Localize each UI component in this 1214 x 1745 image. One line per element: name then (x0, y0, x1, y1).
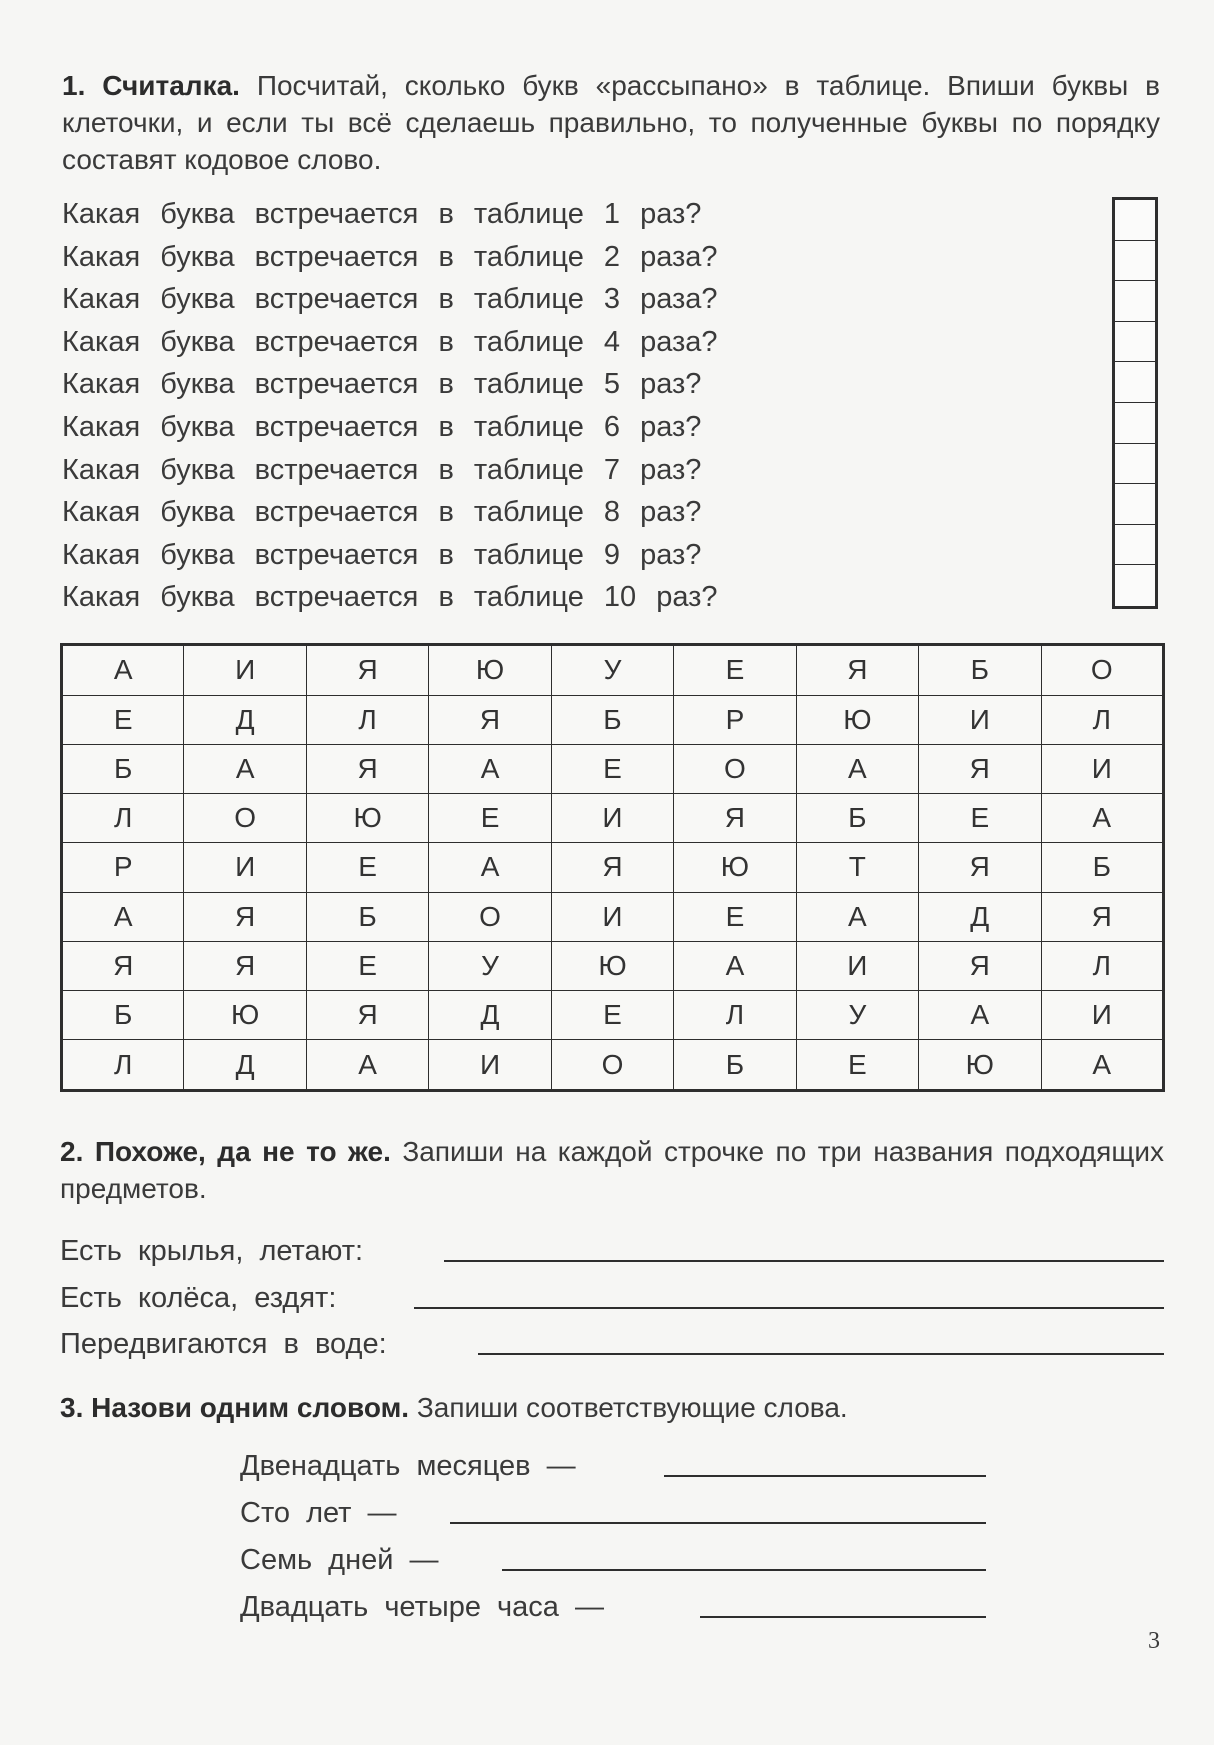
question-line: Какая буква встречается в таблице 9 раз? (62, 538, 702, 571)
grid-cell: И (551, 892, 673, 941)
grid-cell: А (674, 941, 796, 990)
task3-prompt-hours: Двадцать четыре часа — (240, 1591, 604, 1623)
grid-cell: Е (674, 645, 796, 696)
grid-cell: О (674, 744, 796, 793)
task2-text: Запиши на каждой строчке по три названия подходящих предметов. (60, 1136, 1165, 1204)
grid-cell: Д (184, 695, 306, 744)
grid-cell: Е (306, 941, 428, 990)
grid-cell: Р (674, 695, 796, 744)
grid-cell: Я (919, 843, 1041, 892)
task3-prompt-months: Двенадцать месяцев — (240, 1450, 576, 1482)
grid-cell: Я (306, 991, 428, 1040)
task2-answer-line-wheels[interactable] (414, 1307, 1164, 1309)
grid-cell: Ю (306, 794, 428, 843)
answer-cell[interactable] (1115, 525, 1155, 566)
grid-cell: И (551, 794, 673, 843)
grid-cell: Д (919, 892, 1041, 941)
grid-cell: А (62, 645, 184, 696)
grid-cell: О (184, 794, 306, 843)
task2-prompt-wheels: Есть колёса, ездят: (60, 1282, 337, 1314)
question-line: Какая буква встречается в таблице 3 раза? (62, 283, 718, 316)
grid-cell: Я (919, 941, 1041, 990)
answer-cell[interactable] (1115, 484, 1155, 525)
grid-cell: А (429, 744, 551, 793)
grid-cell: А (429, 843, 551, 892)
grid-row (62, 695, 1164, 744)
task3-answer-line-months[interactable] (664, 1475, 986, 1477)
grid-cell: Б (62, 991, 184, 1040)
grid-cell: И (429, 1040, 551, 1091)
grid-cell: Л (1041, 695, 1164, 744)
answer-cell[interactable] (1115, 444, 1155, 485)
grid-cell: О (551, 1040, 673, 1091)
answer-boxes[interactable] (1112, 197, 1158, 609)
task2-intro (60, 1133, 1164, 1207)
grid-cell: Е (674, 892, 796, 941)
grid-cell: И (796, 941, 918, 990)
grid-cell: Я (184, 892, 306, 941)
grid-cell: Ю (551, 941, 673, 990)
question-line: Какая буква встречается в таблице 8 раз? (62, 496, 702, 529)
question-line: Какая буква встречается в таблице 6 раз? (62, 411, 702, 443)
grid-row (62, 941, 1164, 990)
grid-cell: Б (919, 645, 1041, 696)
question-line: Какая буква встречается в таблице 2 раза? (62, 240, 718, 273)
grid-cell: Ю (184, 991, 306, 1040)
grid-cell: Л (674, 991, 796, 1040)
answer-cell[interactable] (1115, 200, 1155, 241)
answer-cell[interactable] (1115, 565, 1155, 606)
grid-cell: Ю (429, 645, 551, 696)
grid-row (62, 1040, 1164, 1091)
grid-cell: А (62, 892, 184, 941)
grid-cell: У (796, 991, 918, 1040)
task3-answer-line-days[interactable] (502, 1569, 986, 1571)
answer-cell[interactable] (1115, 281, 1155, 322)
grid-cell: У (551, 645, 673, 696)
grid-cell: Л (306, 695, 428, 744)
grid-cell: Т (796, 843, 918, 892)
grid-cell: А (796, 892, 918, 941)
grid-cell: А (796, 744, 918, 793)
grid-cell: Я (306, 744, 428, 793)
grid-cell: Д (429, 991, 551, 1040)
grid-cell: Е (62, 695, 184, 744)
task3-prompt-days: Семь дней — (240, 1544, 439, 1576)
grid-cell: И (919, 695, 1041, 744)
grid-cell: Б (306, 892, 428, 941)
grid-cell: Ю (796, 695, 918, 744)
task2-prompt-wings: Есть крылья, летают: (60, 1235, 364, 1267)
answer-cell[interactable] (1115, 241, 1155, 282)
grid-cell: О (429, 892, 551, 941)
grid-cell: А (1041, 794, 1164, 843)
task1-text: Посчитай, сколько букв «рассыпано» в таблице. Впиши буквы в клеточки, и если ты всё сделаешь правильно, то полученные буквы по порядку составят кодовое слово. (62, 70, 1160, 175)
grid-cell: Я (62, 941, 184, 990)
task3-prompt-years: Сто лет — (240, 1497, 397, 1529)
grid-cell: Б (796, 794, 918, 843)
task3-answer-line-years[interactable] (450, 1522, 986, 1524)
grid-cell: У (429, 941, 551, 990)
grid-cell: Л (1041, 941, 1164, 990)
grid-cell: Ю (919, 1040, 1041, 1091)
grid-cell: Я (306, 645, 428, 696)
grid-cell: Д (184, 1040, 306, 1091)
grid-cell: И (1041, 991, 1164, 1040)
grid-cell: Я (429, 695, 551, 744)
question-line: Какая буква встречается в таблице 10 раз? (62, 581, 718, 614)
task2-answer-line-water[interactable] (478, 1353, 1164, 1355)
grid-cell: Л (62, 794, 184, 843)
question-line: Какая буква встречается в таблице 7 раз? (62, 453, 702, 486)
grid-cell: Я (796, 645, 918, 696)
page-number: 3 (1148, 1628, 1160, 1654)
grid-cell: Е (551, 744, 673, 793)
grid-cell: Б (674, 1040, 796, 1091)
grid-cell: Я (184, 941, 306, 990)
question-line: Какая буква встречается в таблице 5 раз? (62, 368, 702, 401)
grid-cell: А (184, 744, 306, 793)
task2-answer-line-wings[interactable] (444, 1260, 1164, 1262)
grid-cell: И (184, 843, 306, 892)
task3-answer-line-hours[interactable] (700, 1616, 986, 1618)
grid-cell: Е (796, 1040, 918, 1091)
answer-cell[interactable] (1115, 362, 1155, 403)
grid-row (62, 645, 1164, 696)
grid-row (62, 744, 1164, 793)
task1-intro (62, 67, 1160, 178)
grid-cell: Б (62, 744, 184, 793)
grid-cell: Я (1041, 892, 1164, 941)
task2-prompt-water: Передвигаются в воде: (60, 1328, 387, 1360)
grid-cell: Е (551, 991, 673, 1040)
answer-cell[interactable] (1115, 403, 1155, 444)
task3-text: Запиши соответствующие слова. (416, 1392, 848, 1423)
grid-row (62, 991, 1164, 1040)
grid-cell: И (1041, 744, 1164, 793)
question-line: Какая буква встречается в таблице 4 раза? (62, 325, 718, 358)
grid-cell: Е (919, 794, 1041, 843)
grid-cell: Б (551, 695, 673, 744)
grid-row (62, 794, 1164, 843)
grid-cell: Е (306, 843, 428, 892)
task3-intro (60, 1389, 1164, 1426)
task2-title: 2. Похоже, да не то же. (60, 1136, 391, 1167)
grid-cell: Р (62, 843, 184, 892)
grid-cell: Я (919, 744, 1041, 793)
answer-cell[interactable] (1115, 322, 1155, 363)
grid-cell: Е (429, 794, 551, 843)
grid-row (62, 843, 1164, 892)
grid-cell: Л (62, 1040, 184, 1091)
grid-cell: Б (1041, 843, 1164, 892)
grid-row (62, 892, 1164, 941)
question-line: Какая буква встречается в таблице 1 раз? (62, 198, 702, 230)
grid-cell: А (919, 991, 1041, 1040)
grid-cell: Ю (674, 843, 796, 892)
task3-title: 3. Назови одним словом. (60, 1392, 410, 1423)
task1-title: 1. Считалка. (62, 70, 240, 101)
letter-grid (60, 643, 1165, 1092)
grid-cell: О (1041, 645, 1164, 696)
grid-cell: А (306, 1040, 428, 1091)
grid-cell: И (184, 645, 306, 696)
grid-cell: Я (674, 794, 796, 843)
grid-cell: Я (551, 843, 673, 892)
grid-cell: А (1041, 1040, 1164, 1091)
